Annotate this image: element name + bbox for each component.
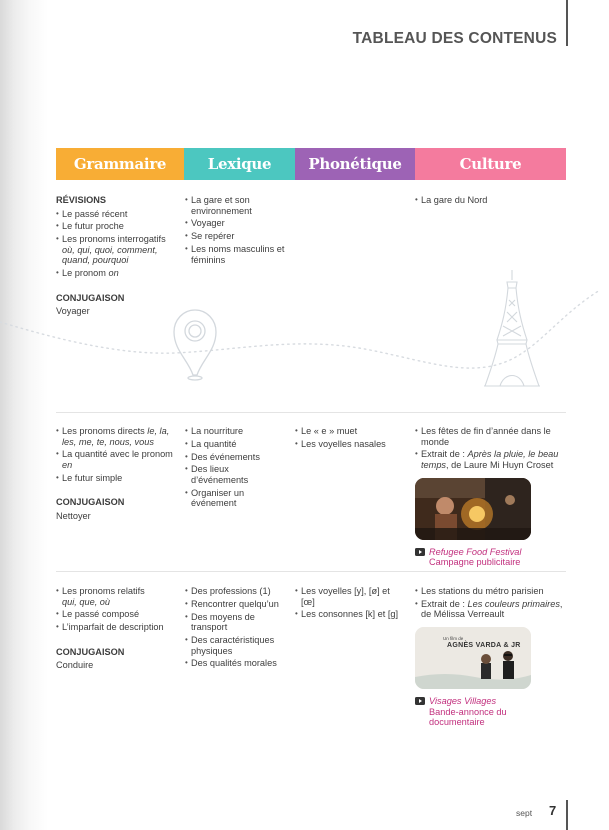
extrait-author: , de Mélissa Verreault	[421, 598, 563, 620]
item-examples: qui, que, où	[62, 596, 111, 607]
conjugaison-heading: CONJUGAISON	[56, 292, 125, 303]
row3-grammaire	[56, 586, 180, 671]
row-divider	[56, 412, 566, 413]
row2-lexique	[185, 426, 285, 511]
video-link[interactable]	[415, 547, 563, 568]
revisions-heading: RÉVISIONS	[56, 195, 107, 205]
list-item: • L’imparfait de description	[56, 622, 180, 633]
eiffel-tower-icon	[484, 270, 540, 386]
title-rule	[566, 0, 568, 46]
video-title: Refugee Food Festival	[429, 546, 522, 557]
list-item	[56, 426, 180, 447]
conjugaison-verb: Conduire	[56, 660, 94, 671]
list-item: • La quantité	[185, 439, 285, 450]
play-icon	[415, 548, 425, 556]
poster-small-text: Un film de	[443, 635, 464, 641]
list-item: • Des lieux d’événements	[185, 464, 285, 485]
row2-culture	[415, 426, 563, 568]
extrait-title: Après la pluie, le beau temps	[421, 449, 559, 470]
item-example: on	[108, 268, 119, 279]
page-title: TABLEAU DES CONTENUS	[352, 30, 557, 47]
list-item: • Des caractéristiques physiques	[185, 635, 285, 656]
item-text: Les pronoms relatifs	[62, 586, 145, 596]
item-example: en	[62, 459, 73, 470]
list-item: • La nourriture	[185, 426, 285, 437]
extrait-title: Les couleurs primaires	[467, 598, 560, 609]
row1-lexique	[185, 195, 285, 267]
footer-rule	[566, 800, 568, 830]
page-number: 7	[549, 803, 557, 818]
row-divider	[56, 571, 566, 572]
list-item: • Le passé composé	[56, 609, 180, 620]
video-thumbnail[interactable]	[415, 478, 531, 540]
poster-title: AGNÈS VARDA & JR	[447, 641, 521, 649]
header-phonetique: Phonétique	[295, 148, 415, 180]
row1-grammaire	[56, 195, 176, 317]
item-text: Les pronoms directs	[62, 426, 145, 436]
list-item: • La gare et son environnement	[185, 195, 285, 216]
list-item: • Des professions (1)	[185, 586, 285, 597]
visages-villages-poster	[415, 627, 531, 689]
list-item: • Organiser un événement	[185, 488, 285, 509]
video-thumbnail[interactable]	[415, 627, 531, 689]
row3-phonetique	[295, 586, 405, 622]
list-item: • Des moyens de transport	[185, 612, 285, 633]
extrait-prefix: Extrait de :	[421, 449, 465, 460]
play-icon	[415, 697, 425, 705]
item-examples: où, qui, quoi, comment, quand, pourquoi	[62, 244, 158, 266]
list-item: • Des événements	[185, 452, 285, 463]
item-text: Les pronoms interrogatifs	[62, 234, 166, 245]
row3-lexique	[185, 586, 285, 671]
list-item: • Des qualités morales	[185, 658, 285, 669]
list-item	[56, 268, 176, 279]
list-item	[56, 234, 176, 266]
list-item: • Rencontrer quelqu’un	[185, 599, 285, 610]
list-item: • Le futur proche	[56, 221, 176, 232]
list-item: • Les fêtes de fin d’année dans le monde	[415, 426, 563, 447]
row1-culture	[415, 195, 560, 208]
list-item: • Les voyelles [y], [ø] et [œ]	[295, 586, 405, 607]
list-item: • Le « e » muet	[295, 426, 405, 437]
column-headers	[56, 148, 566, 180]
extrait-prefix: Extrait de :	[421, 598, 465, 609]
list-item	[415, 599, 563, 620]
list-item: • La gare du Nord	[415, 195, 560, 206]
list-item: • Les stations du métro parisien	[415, 586, 563, 597]
video-caption	[429, 547, 521, 568]
header-culture: Culture	[415, 148, 566, 180]
item-text: Le pronom	[62, 268, 106, 279]
extrait-author: , de Laure Mi Huyn Croset	[446, 459, 554, 470]
video-title: Visages Villages	[429, 695, 497, 706]
item-text: La quantité avec le pronom	[62, 449, 173, 460]
list-item: • Les noms masculins et féminins	[185, 244, 285, 265]
conjugaison-heading: CONJUGAISON	[56, 497, 125, 508]
list-item: • Les voyelles nasales	[295, 439, 405, 450]
list-item: • Le passé récent	[56, 209, 176, 220]
video-subtitle: Campagne publicitaire	[429, 557, 521, 568]
page-number-word: sept	[516, 808, 533, 818]
list-item: • Le futur simple	[56, 473, 180, 484]
header-lexique: Lexique	[184, 148, 295, 180]
conjugaison-heading: CONJUGAISON	[56, 646, 125, 657]
header-grammaire: Grammaire	[56, 148, 184, 180]
row2-phonetique	[295, 426, 405, 452]
conjugaison-verb: Voyager	[56, 306, 90, 317]
row2-grammaire	[56, 426, 180, 522]
video-subtitle: Bande-annonce du documentaire	[429, 706, 507, 728]
list-item	[56, 449, 180, 470]
list-item: • Se repérer	[185, 231, 285, 242]
map-pin-icon	[174, 310, 216, 380]
list-item: • Les consonnes [k] et [g]	[295, 609, 405, 620]
refugee-food-festival-image	[415, 478, 531, 540]
item-examples: le, la, les, me, te, nous, vous	[62, 426, 170, 447]
conjugaison-verb: Nettoyer	[56, 510, 91, 521]
list-item: • Voyager	[185, 218, 285, 229]
list-item	[56, 586, 180, 607]
video-caption	[429, 696, 529, 728]
list-item	[415, 449, 563, 470]
row3-culture	[415, 586, 563, 728]
video-link[interactable]	[415, 696, 563, 728]
